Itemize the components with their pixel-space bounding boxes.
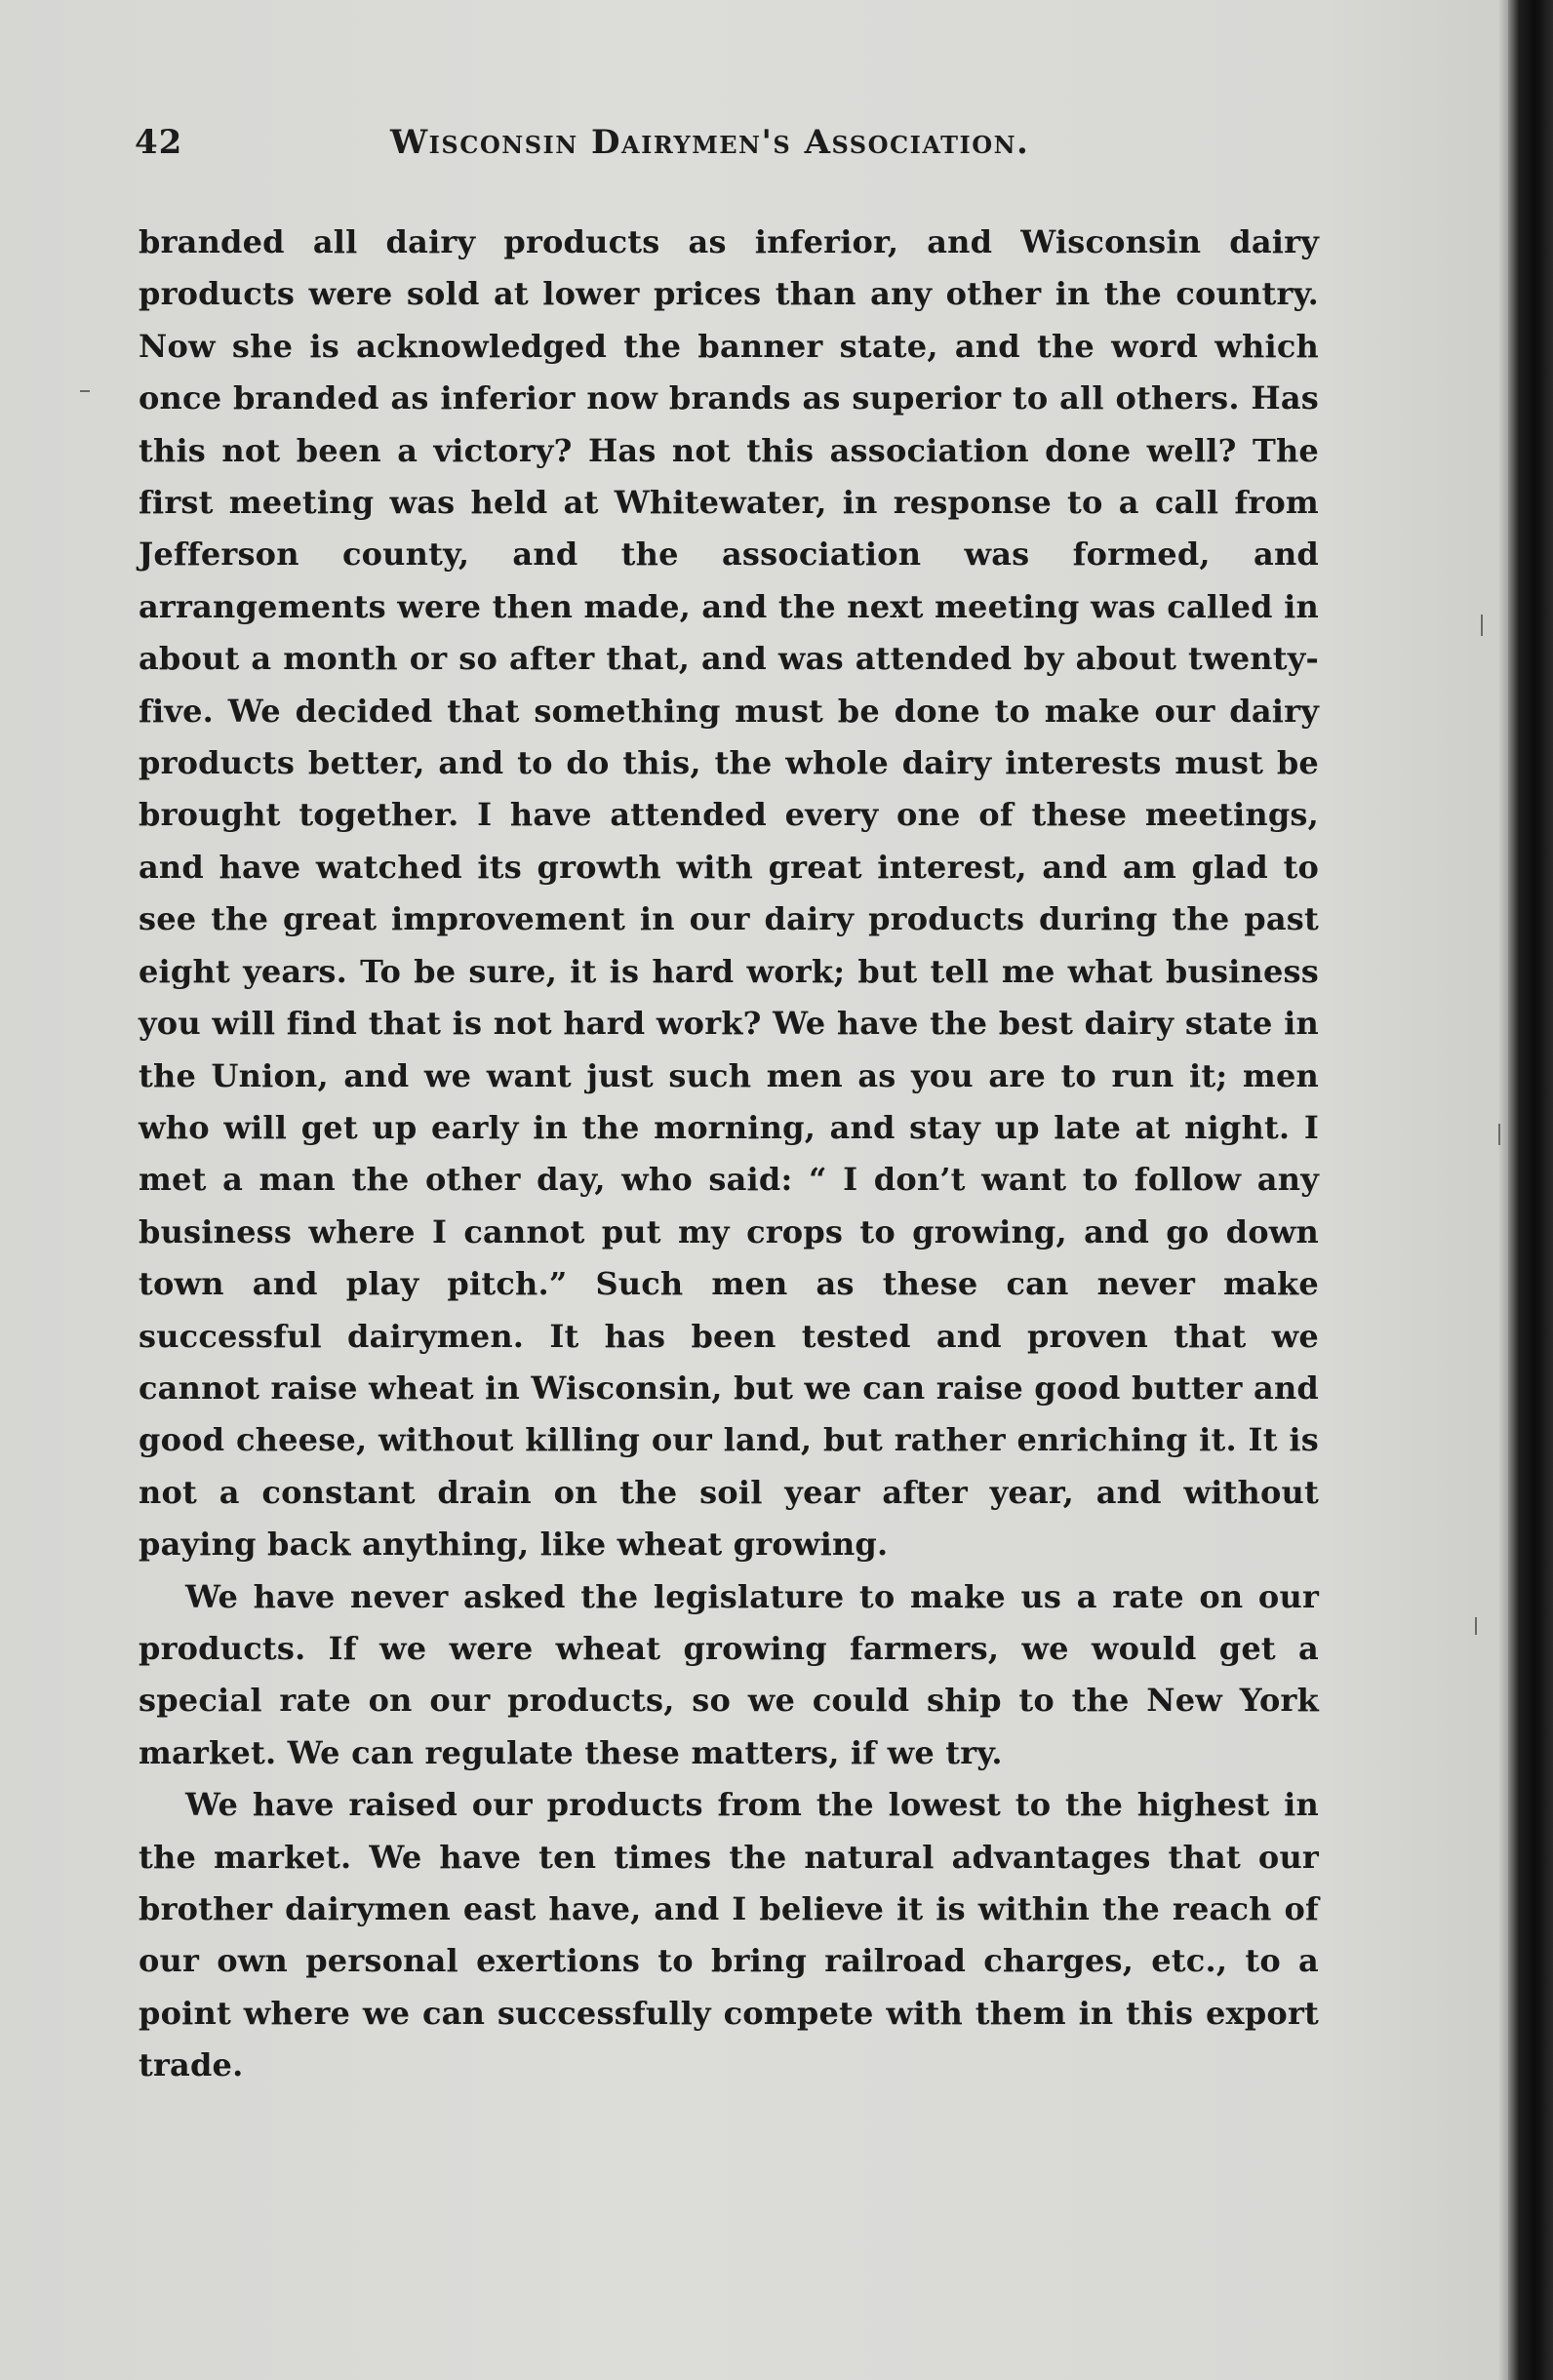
margin-mark (1498, 1124, 1500, 1145)
paragraph: We have never asked the legislature to make us a rate on our products. If we were wheat growing farmers, we would get a special rate on our products, so we could ship to the New York market. We can regulate these matters, if we try. (139, 1577, 1319, 1771)
paragraph: We have raised our products from the lowest to the highest in the market. We have ten times the natural advantages that our brother dairymen east have, and I believe it is within the reach of our own personal exertions to bring railroad charges, etc., to a point where we can successfully compete with them in this export trade. (139, 1786, 1319, 2084)
body-text (139, 217, 1319, 2092)
page-number: 42 (135, 123, 183, 162)
margin-mark (1481, 615, 1483, 636)
running-head-title: Wisconsin Dairymen's Association. (390, 123, 1030, 162)
paragraph: branded all dairy products as inferior, and Wisconsin dairy products were sold at lower prices than any other in the country. Now she is acknowledged the banner state, and the word which once branded as inferior now brands as superior to all others. Has this not been a victory? Has not this association done well? The first meeting was held at Whitewater, in response to a call from Jefferson county, and the association was formed, and arrangements were then made, and the next meeting was called in about a month or so after that, and was attended by about twenty-five. We decided that something must be done to make our dairy products better, and to do this, the whole dairy interests must be brought together. I have attended every one of these meetings, and have watched its growth with great interest, and am glad to see the great improvement in our dairy products during the past eight years. To be sure, it is hard work; but tell me what business you will find that is not hard work? We have the best dairy state in the Union, and we want just such men as you are to run it; men who will get up early in the morning, and stay up late at night. I met a man the other day, who said: “ I don’t want to follow any business where I cannot put my crops to growing, and go down town and play pitch.” Such men as these can never make successful dairymen. It has been tested and proven that we cannot raise wheat in Wisconsin, but we can raise good butter and good cheese, without killing our land, but rather enriching it. It is not a constant drain on the soil year after year, and without paying back anything, like wheat growing. (139, 223, 1319, 1564)
margin-mark (1475, 1617, 1477, 1635)
margin-mark (80, 390, 90, 392)
page-gutter-shadow (1498, 0, 1508, 2380)
book-spine (1508, 0, 1553, 2380)
running-head (135, 123, 1334, 181)
